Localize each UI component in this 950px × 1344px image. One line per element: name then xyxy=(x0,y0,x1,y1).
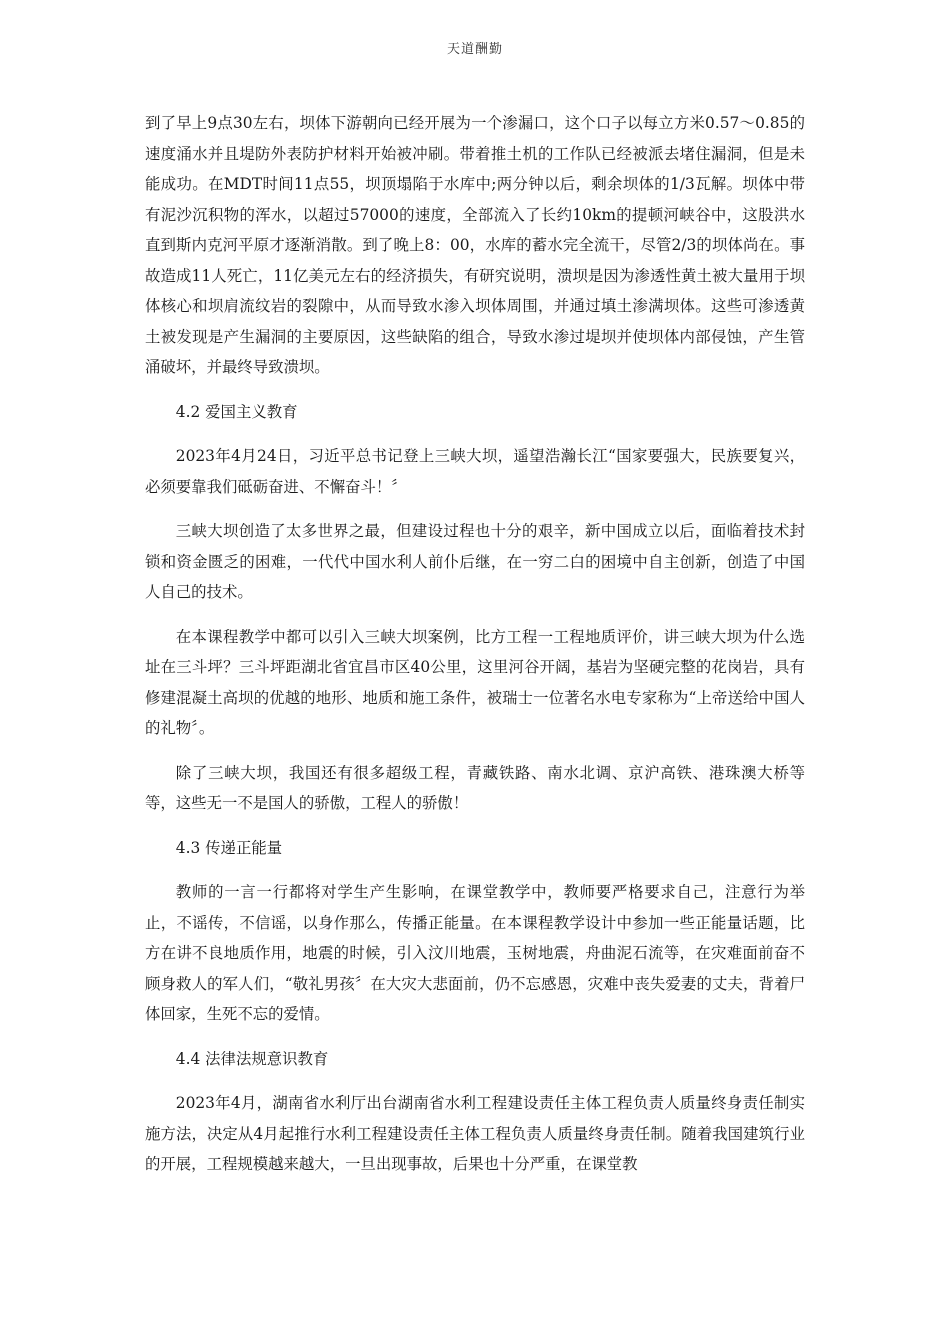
paragraph-law-education: 2023年4月，湖南省水利厅出台湖南省水利工程建设责任主体工程负责人质量终身责任制实施方法，决定从4月起推行水利工程建设责任主体工程负责人质量终身责任制。随着我国建筑行业的开展，工程规模越来越大，一旦出现事故，后果也十分严重，在课堂教 xyxy=(145,1094,805,1173)
document-body xyxy=(145,108,805,1194)
section-heading-4-3: 4.3 传递正能量 xyxy=(175,838,283,857)
paragraph-three-gorges-case: 在本课程教学中都可以引入三峡大坝案例，比方工程一工程地质评价，讲三峡大坝为什么选址在三斗坪？三斗坪距湖北省宜昌市区40公里，这里河谷开阔，基岩为坚硬完整的花岗岩，具有修建混凝土高坝的优越的地形、地质和施工条件，被瑞士一位著名水电专家称为“上帝送给中国人的礼物〞。 xyxy=(145,627,805,737)
paragraph-dam-failure: 到了早上9点30左右，坝体下游朝向已经开展为一个渗漏口，这个口子以每立方米0.57～0.85的速度涌水并且堤防外表防护材料开始被冲刷。带着推土机的工作队已经被派去堵住漏洞，但是未能成功。在MDT时间11点55，坝顶塌陷于水库中;两分钟以后，剩余坝体的1/3瓦解。坝体中带有泥沙沉积物的浑水，以超过57000的速度，全部流入了长约10km的提顿河峡谷中，这股洪水直到斯内克河平原才逐渐消散。到了晚上8：00，水库的蓄水完全流干，尽管2/3的坝体尚在。事故造成11人死亡，11亿美元左右的经济损失，有研究说明，溃坝是因为渗透性黄土被大量用于坝体核心和坝肩流纹岩的裂隙中，从而导致水渗入坝体周围，并通过填土渗满坝体。这些可渗透黄土被发现是产生漏洞的主要原因，这些缺陷的组合，导致水渗过堤坝并使坝体内部侵蚀，产生管涌破坏，并最终导致溃坝。 xyxy=(145,114,805,376)
page-header: 天道酬勤 xyxy=(446,42,503,57)
paragraph-three-gorges-history: 三峡大坝创造了太多世界之最，但建设过程也十分的艰辛，新中国成立以后，面临着技术封锁和资金匮乏的困难，一代代中国水利人前仆后继，在一穷二白的困境中自主创新，创造了中国人自己的技术。 xyxy=(145,522,805,601)
section-heading-4-2: 4.2 爱国主义教育 xyxy=(175,402,298,421)
section-heading-4-4: 4.4 法律法规意识教育 xyxy=(175,1049,329,1068)
paragraph-positive-energy: 教师的一言一行都将对学生产生影响，在课堂教学中，教师要严格要求自己，注意行为举止，不谣传，不信谣，以身作那么，传播正能量。在本课程教学设计中参加一些正能量话题，比方在讲不良地质作用，地震的时候，引入汶川地震，玉树地震，舟曲泥石流等，在灾难面前奋不顾身救人的军人们，“敬礼男孩〞在大灾大悲面前，仍不忘感恩，灾难中丧失爱妻的丈夫，背着尸体回家，生死不忘的爱情。 xyxy=(145,883,805,1023)
paragraph-super-projects: 除了三峡大坝，我国还有很多超级工程，青藏铁路、南水北调、京沪高铁、港珠澳大桥等等，这些无一不是国人的骄傲，工程人的骄傲！ xyxy=(145,763,805,812)
paragraph-three-gorges-visit: 2023年4月24日，习近平总书记登上三峡大坝，遥望浩瀚长江“国家要强大，民族要复兴，必须要靠我们砥砺奋进、不懈奋斗！〞 xyxy=(145,447,805,496)
